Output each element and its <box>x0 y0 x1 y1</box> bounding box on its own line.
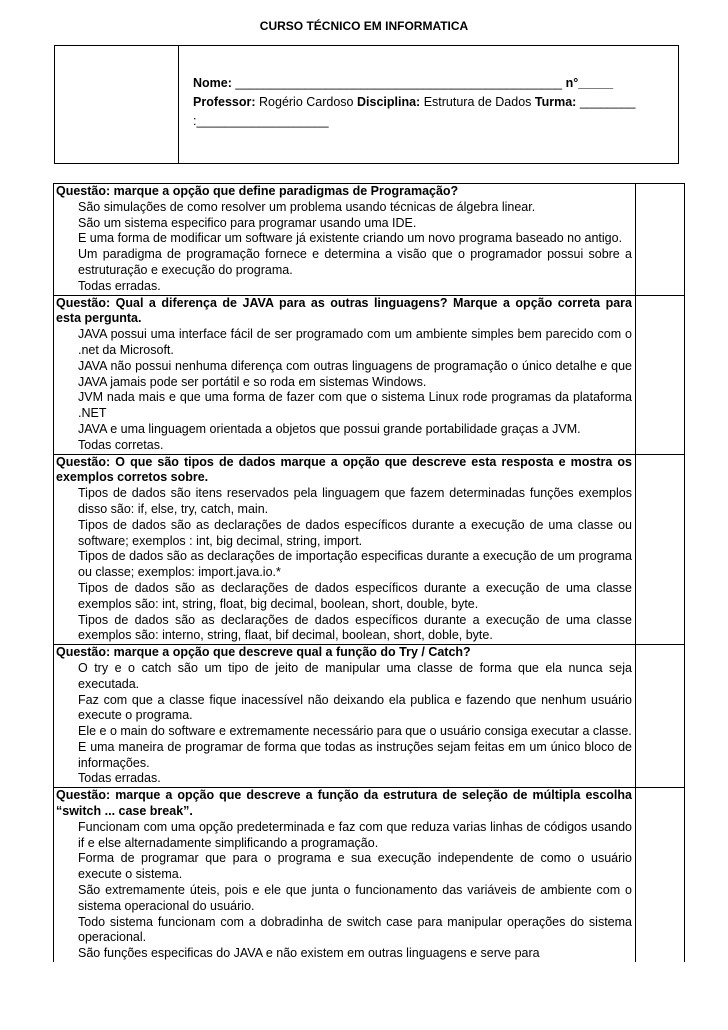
answer-cell[interactable] <box>636 788 685 962</box>
professor-name: Rogério Cardoso <box>259 95 354 109</box>
option[interactable]: Tipos de dados são itens reservados pela linguagem que fazem determinadas funções exemplos disso são: if, else, try, catch, main. <box>78 486 632 516</box>
option[interactable]: Tipos de dados são as declarações de dados específicos durante a execução de uma classe exemplos são: int, string, float, big decimal, boolean, short, double, byte. <box>78 580 632 611</box>
options-list <box>56 200 632 295</box>
option[interactable]: Tipos de dados são as declarações de dados específicos durante a execução de uma classe ou software; exemplos : int, big decimal, string, import. <box>78 517 632 548</box>
option[interactable]: Tipos de dados são as declarações de dados específicos durante a execução de uma classe exemplos são: interno, string, flaat, bif decimal, boolean, short, doble, byte. <box>78 612 632 643</box>
option[interactable]: Funcionam com uma opção predeterminada e faz com que reduza varias linhas de códigos usando if e else alternadamente simplificando a programação. <box>78 819 632 850</box>
question-text: Questão: marque a opção que descreve qual a função do Try / Catch? <box>56 645 471 660</box>
course-title: CURSO TÉCNICO EM INFORMATICA <box>259 19 469 33</box>
name-line <box>193 74 673 93</box>
question-cell <box>54 184 636 296</box>
answer-cell[interactable] <box>636 184 685 296</box>
option[interactable]: Ele e o main do software e extremamente necessário para que o usuário consiga executar a classe. <box>78 724 632 739</box>
option[interactable]: JAVA não possui nenhuma diferença com outras linguagens de programação o único detalhe e que JAVA jamais pode ser portátil e so roda em sistemas Windows. <box>78 358 632 389</box>
discipline-name: Estrutura de Dados <box>423 95 532 109</box>
class-label: Turma: <box>534 95 577 109</box>
option[interactable]: São simulações de como resolver um problema usando técnicas de álgebra linear. <box>78 199 536 214</box>
question-cell <box>54 645 636 788</box>
answer-cell[interactable] <box>636 454 685 645</box>
question-text: Questão: O que são tipos de dados marque a opção que descreve esta resposta e mostra os exemplos corretos sobre. <box>56 454 632 485</box>
option[interactable]: Todas corretas. <box>78 437 164 452</box>
options-list <box>56 661 632 787</box>
option[interactable]: Todas erradas. <box>78 278 161 293</box>
option[interactable]: JAVA possui uma interface fácil de ser programado com um ambiente simples bem parecido com o .net da Microsoft. <box>78 327 632 357</box>
options-list <box>56 327 632 453</box>
options-list <box>56 820 632 962</box>
name-label: Nome: <box>193 76 232 90</box>
option[interactable]: JAVA e uma linguagem orientada a objetos que possui grande portabilidade graças a JVM. <box>78 421 581 436</box>
class-blank-continued[interactable]: :___________________ <box>193 114 329 128</box>
option[interactable]: Faz com que a classe fique inacessível não deixando ela publica e fazendo que nenhum usuário execute o programa. <box>78 692 632 723</box>
professor-label: Professor: <box>193 95 256 109</box>
discipline-label: Disciplina: <box>357 95 421 109</box>
question-cell <box>54 295 636 454</box>
question-row <box>54 295 685 454</box>
question-text: Questão: marque a opção que define paradigmas de Programação? <box>56 184 459 198</box>
student-info <box>193 74 673 131</box>
number-label[interactable]: n°_____ <box>565 76 614 90</box>
option[interactable]: E uma maneira de programar de forma que todas as instruções sejam feitas em um único bloco de informações. <box>78 739 632 770</box>
professor-line <box>193 93 673 112</box>
option[interactable]: Todas erradas. <box>78 771 161 786</box>
option[interactable]: São extremamente úteis, pois e ele que junta o funcionamento das variáveis de ambiente com o sistema operacional do usuário. <box>78 883 632 913</box>
option[interactable]: E uma forma de modificar um software já existente criando um novo programa baseado no antigo. <box>78 231 623 246</box>
question-text: Questão: Qual a diferença de JAVA para as outras linguagens? Marque a opção correta para esta pergunta. <box>56 295 632 326</box>
question-cell <box>54 788 636 962</box>
question-row <box>54 645 685 788</box>
option[interactable]: O try e o catch são um tipo de jeito de manipular uma classe de forma que ela nunca seja executada. <box>78 660 632 691</box>
option[interactable]: JVM nada mais e que uma forma de fazer com que o sistema Linux rode programas da plataforma .NET <box>78 390 632 421</box>
question-row <box>54 788 685 962</box>
question-text: Questão: marque a opção que descreve a função da estrutura de seleção de múltipla escolha “switch ... case break”. <box>56 788 632 819</box>
answer-cell[interactable] <box>636 295 685 454</box>
option[interactable]: São um sistema especifico para programar usando uma IDE. <box>78 215 417 230</box>
question-row <box>54 184 685 296</box>
option[interactable]: Um paradigma de programação fornece e determina a visão que o programador possui sobre a estruturação e execução do programa. <box>78 247 632 277</box>
options-list <box>56 486 632 644</box>
question-row <box>54 454 685 645</box>
name-blank[interactable]: _______________________________________________ <box>235 76 563 90</box>
option[interactable]: Forma de programar que para o programa e sua execução independente de como o usuário execute o sistema. <box>78 851 632 882</box>
option[interactable]: Todo sistema funcionam com a dobradinha de switch case para manipular operações do sistema operacional. <box>78 914 632 945</box>
option[interactable]: São funções especificas do JAVA e não existem em outras linguagens e serve para <box>78 946 540 961</box>
option[interactable]: Tipos de dados são as declarações de importação especificas durante a execução de um programa ou classe; exemplos: import.java.io.* <box>78 549 632 580</box>
answer-cell[interactable] <box>636 645 685 788</box>
class-blank[interactable]: ________ <box>579 95 636 109</box>
photo-box <box>55 46 179 163</box>
student-info-box <box>54 45 679 164</box>
questions-table <box>53 183 685 962</box>
question-cell <box>54 454 636 645</box>
